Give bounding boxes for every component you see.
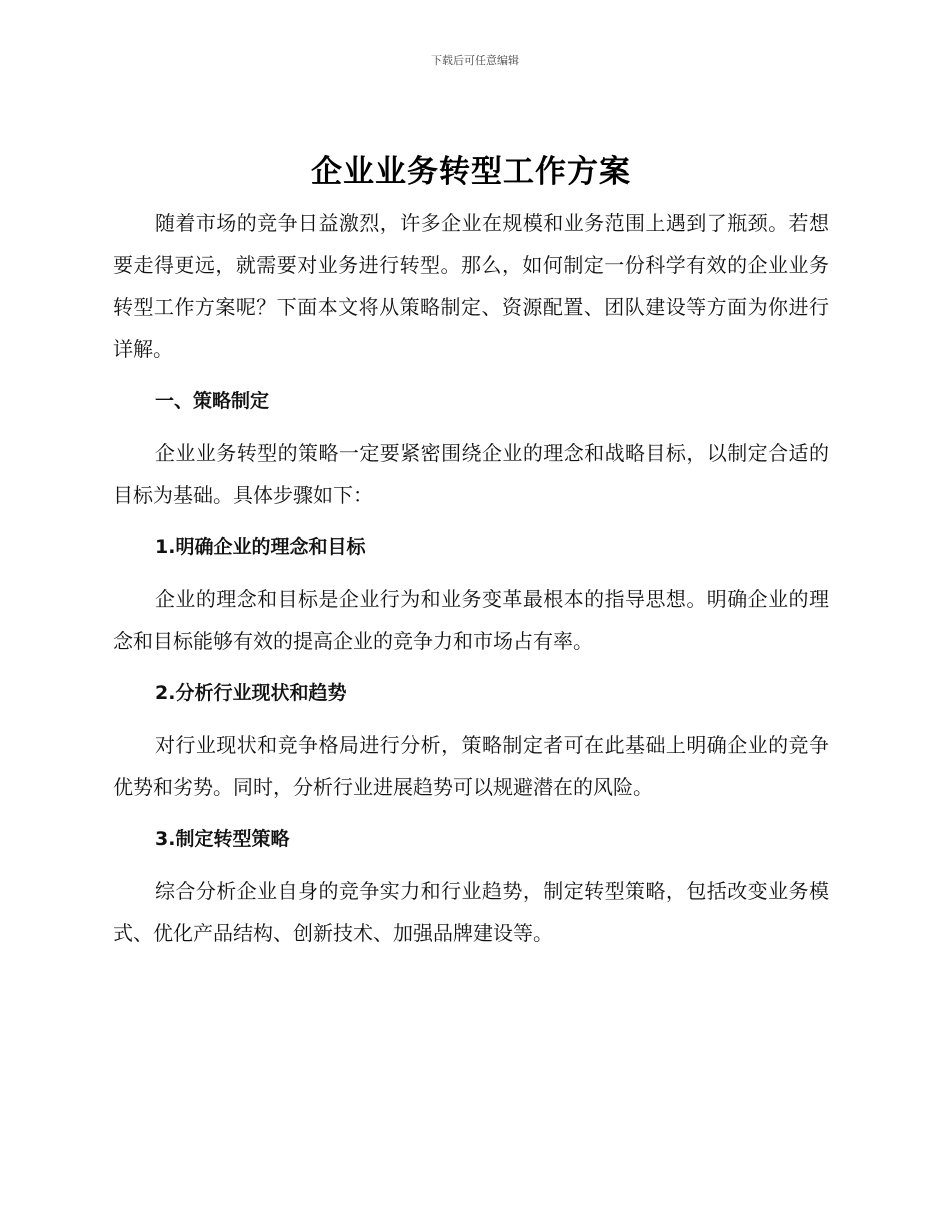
- document-title: 企业业务转型工作方案: [311, 154, 631, 190]
- page-header-note: 下载后可任意编辑: [431, 54, 519, 67]
- section-strategy-paragraph: 企业业务转型的策略一定要紧密围绕企业的理念和战略目标，以制定合适的目标为基础。具体步骤如下：: [113, 441, 829, 507]
- step-heading-2: 2.分析行业现状和趋势: [155, 682, 347, 704]
- intro-paragraph: 随着市场的竞争日益激烈，许多企业在规模和业务范围上遇到了瓶颈。若想要走得更远，就需要对业务进行转型。那么，如何制定一份科学有效的企业业务转型工作方案呢？下面本文将从策略制定、资源配置、团队建设等方面为你进行详解。: [113, 211, 829, 361]
- step-paragraph-1: 企业的理念和目标是企业行为和业务变革最根本的指导思想。明确企业的理念和目标能够有效的提高企业的竞争力和市场占有率。: [113, 587, 829, 653]
- section-heading-strategy: 一、策略制定: [155, 390, 270, 412]
- step-paragraph-3: 综合分析企业自身的竞争实力和行业趋势，制定转型策略，包括改变业务模式、优化产品结构、创新技术、加强品牌建设等。: [113, 879, 829, 945]
- step-heading-3: 3.制定转型策略: [155, 828, 290, 850]
- step-heading-1: 1.明确企业的理念和目标: [155, 536, 366, 558]
- step-paragraph-2: 对行业现状和竞争格局进行分析，策略制定者可在此基础上明确企业的竞争优势和劣势。同时，分析行业进展趋势可以规避潜在的风险。: [113, 733, 829, 799]
- document-body: [113, 150, 829, 954]
